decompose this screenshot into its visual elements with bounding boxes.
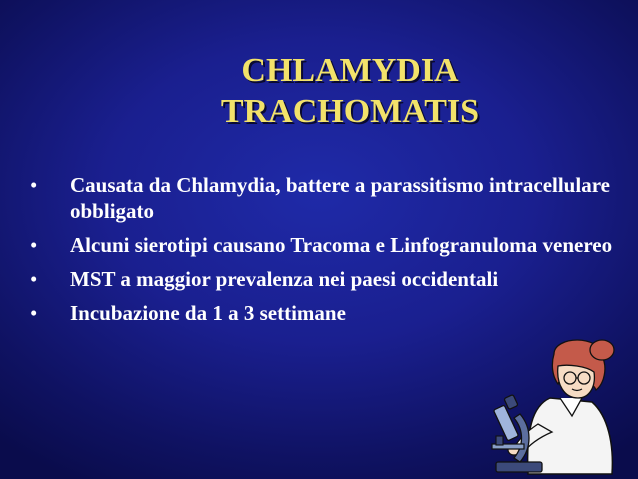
scientist-microscope-icon [462,336,632,476]
bullet-text: Incubazione da 1 a 3 settimane [70,301,346,325]
title-line-2: TRACHOMATIS [220,93,480,130]
bullet-item [30,266,620,292]
bullet-list [30,172,620,334]
bullet-icon: • [30,233,38,257]
bullet-text: Alcuni sierotipi causano Tracoma e Linfogranuloma venereo [70,233,613,257]
bullet-item [30,172,620,224]
bullet-item [30,232,620,258]
bullet-text: MST a maggior prevalenza nei paesi occidentali [70,267,499,291]
slide-title [150,50,550,132]
bullet-text: Causata da Chlamydia, battere a parassitismo intracellulare obbligato [70,173,610,223]
bullet-icon: • [30,173,38,197]
bullet-item [30,300,620,326]
bullet-icon: • [30,267,38,291]
bullet-icon: • [30,301,38,325]
title-line-1: CHLAMYDIA [241,52,459,89]
